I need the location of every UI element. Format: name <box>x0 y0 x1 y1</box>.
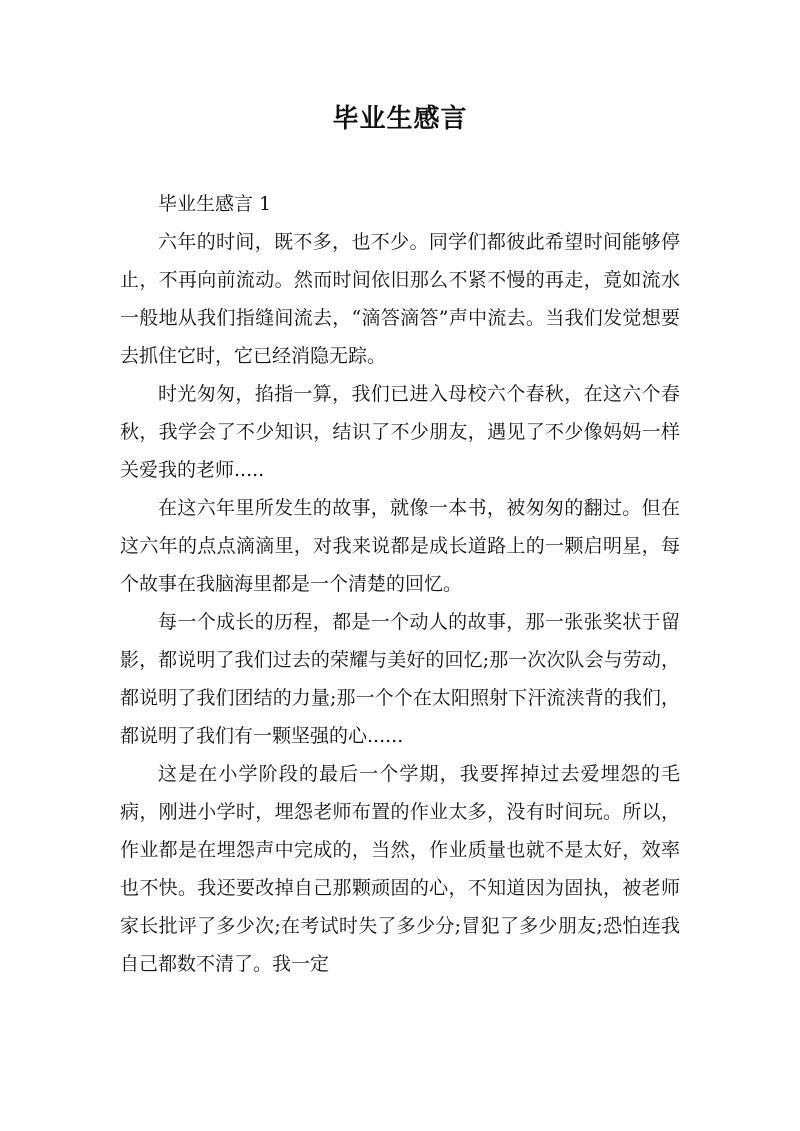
paragraph-1: 六年的时间，既不多，也不少。同学们都彼此希望时间能够停止，不再向前流动。然而时间依旧那么不紧不慢的再走，竟如流水一般地从我们指缝间流去，“滴答滴答”声中流去。当我们发觉想要去抓住它时，它已经消隐无踪。 <box>120 231 680 367</box>
paragraph-5: 这是在小学阶段的最后一个学期，我要挥掉过去爱埋怨的毛病，刚进小学时，埋怨老师布置的作业太多，没有时间玩。所以，作业都是在埋怨声中完成的，当然，作业质量也就不是太好，效率也不快。我还要改掉自己那颗顽固的心，不知道因为固执，被老师家长批评了多少次;在考试时失了多少分;冒犯了多少朋友;恐怕连我自己都数不清了。我一定 <box>120 763 680 975</box>
paragraph-3: 在这六年里所发生的故事，就像一本书，被匆匆的翻过。但在这六年的点点滴滴里，对我来说都是成长道路上的一颗启明星，每个故事在我脑海里都是一个清楚的回忆。 <box>120 497 680 595</box>
document-body <box>120 185 680 983</box>
paragraph-2: 时光匆匆，掐指一算，我们已进入母校六个春秋，在这六个春秋，我学会了不少知识，结识了不少朋友，遇见了不少像妈妈一样关爱我的老师..... <box>120 383 680 481</box>
document-title: 毕业生感言 <box>332 104 468 134</box>
paragraph-4: 每一个成长的历程，都是一个动人的故事，那一张张奖状于留影，都说明了我们过去的荣耀与美好的回忆;那一次次队会与劳动，都说明了我们团结的力量;那一个个在太阳照射下汗流浃背的我们，都说明了我们有一颗坚强的心...... <box>120 611 680 747</box>
section-heading: 毕业生感言 1 <box>158 193 272 215</box>
